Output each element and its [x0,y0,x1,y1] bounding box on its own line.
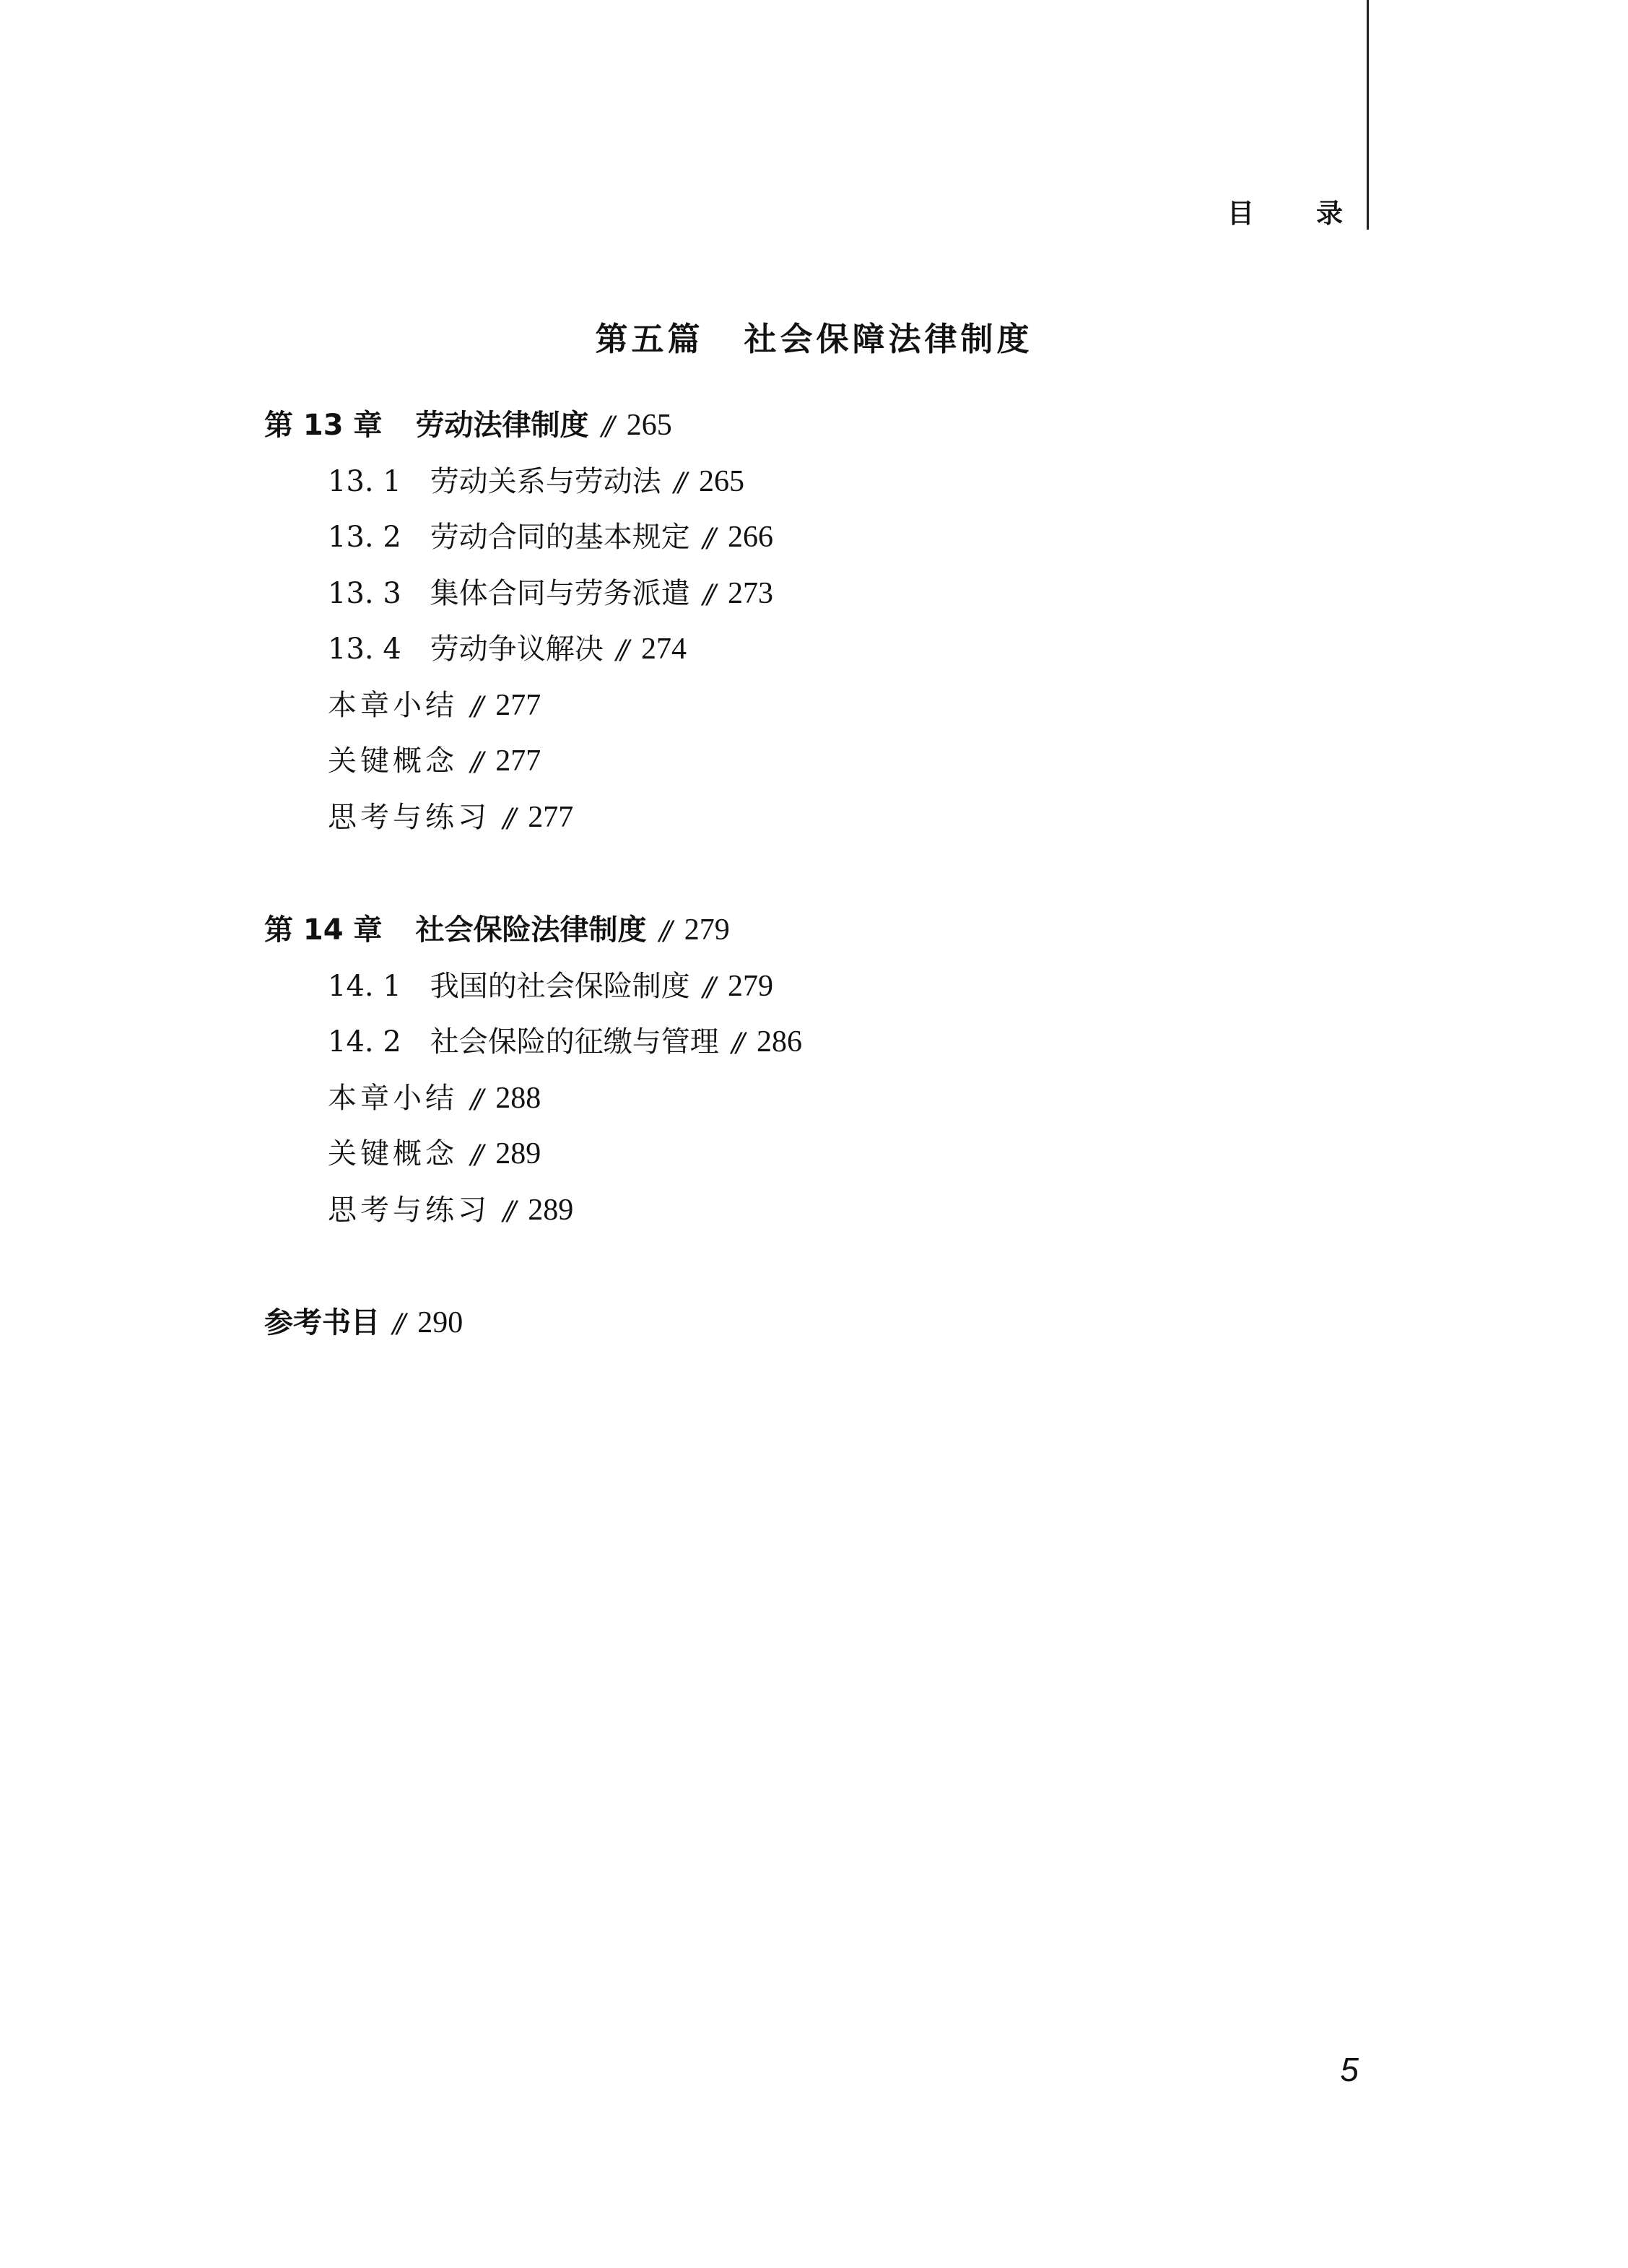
separator: // [674,468,684,498]
chapter-title: 社会保险法律制度 [415,913,647,947]
page-ref: 265 [699,465,745,498]
section-number: 14. 2 [328,1025,401,1059]
section-title: 集体合同与劳务派遣 [430,577,690,610]
running-header [1227,196,1343,231]
separator: // [503,1196,513,1226]
page-number: 5 [1340,2051,1359,2088]
extra-title: 本章小结 [328,1082,458,1115]
separator: // [503,804,513,833]
page-ref: 273 [728,577,774,610]
separator: // [659,916,669,946]
toc-summary-13[interactable] [328,687,541,726]
running-header-char-2: 录 [1316,198,1343,229]
section-number: 13. 1 [328,465,401,498]
extra-title: 关键概念 [328,744,458,778]
page-ref: 274 [641,633,687,666]
section-title: 劳动争议解决 [430,633,604,666]
separator: // [601,412,611,441]
section-title: 劳动合同的基本规定 [430,521,690,554]
section-title: 劳动关系与劳动法 [430,465,661,498]
page-ref: 277 [528,801,574,834]
page-ref: 289 [495,1137,541,1170]
part-label: 第五篇 [595,320,704,358]
toc-section-14-2[interactable] [328,1023,802,1062]
section-number: 13. 2 [328,521,401,554]
separator: // [702,580,713,609]
part-title: 社会保障法律制度 [744,320,1033,358]
separator: // [731,1028,741,1058]
toc-section-13-4[interactable] [328,630,687,669]
extra-title: 思考与练习 [328,1194,490,1227]
separator: // [471,1140,480,1170]
chapter-title: 劳动法律制度 [415,409,589,442]
separator: // [616,635,626,665]
toc-bibliography[interactable] [264,1304,463,1343]
separator: // [393,1309,402,1339]
toc-section-14-1[interactable] [328,968,773,1007]
bibliography-title: 参考书目 [264,1306,380,1339]
extra-title: 思考与练习 [328,801,490,834]
separator: // [471,747,480,777]
section-title: 我国的社会保险制度 [430,970,690,1003]
toc-section-13-2[interactable] [328,518,773,557]
page-ref: 277 [495,689,541,722]
page-ref: 265 [626,409,672,442]
section-number: 13. 3 [328,577,401,610]
page-ref: 266 [728,521,774,554]
page-ref: 279 [728,970,774,1003]
toc-section-13-3[interactable] [328,575,773,614]
page-ref: 277 [495,744,541,778]
extra-title: 本章小结 [328,689,458,722]
separator: // [471,1085,480,1114]
page-ref: 286 [757,1025,803,1059]
separator: // [702,523,713,553]
toc-chapter-13[interactable] [264,407,672,446]
separator: // [471,692,480,721]
running-header-char-1: 目 [1227,198,1254,229]
chapter-label: 第 13 章 [264,409,383,442]
extra-title: 关键概念 [328,1137,458,1170]
part-heading [0,319,1628,360]
header-vertical-rule [1367,0,1369,230]
separator: // [702,973,713,1002]
toc-chapter-14[interactable] [264,911,730,950]
section-title: 社会保险的征缴与管理 [430,1025,719,1059]
toc-summary-14[interactable] [328,1079,541,1118]
page-ref: 288 [495,1082,541,1115]
page-ref: 289 [528,1194,574,1227]
toc-key-concepts-14[interactable] [328,1135,541,1174]
toc-exercises-13[interactable] [328,799,573,838]
section-number: 14. 1 [328,970,401,1003]
page-ref: 290 [417,1306,463,1339]
toc-section-13-1[interactable] [328,463,744,502]
page-ref: 279 [684,913,730,947]
chapter-label: 第 14 章 [264,913,383,947]
toc-exercises-14[interactable] [328,1191,573,1230]
section-number: 13. 4 [328,633,401,666]
toc-key-concepts-13[interactable] [328,742,541,781]
